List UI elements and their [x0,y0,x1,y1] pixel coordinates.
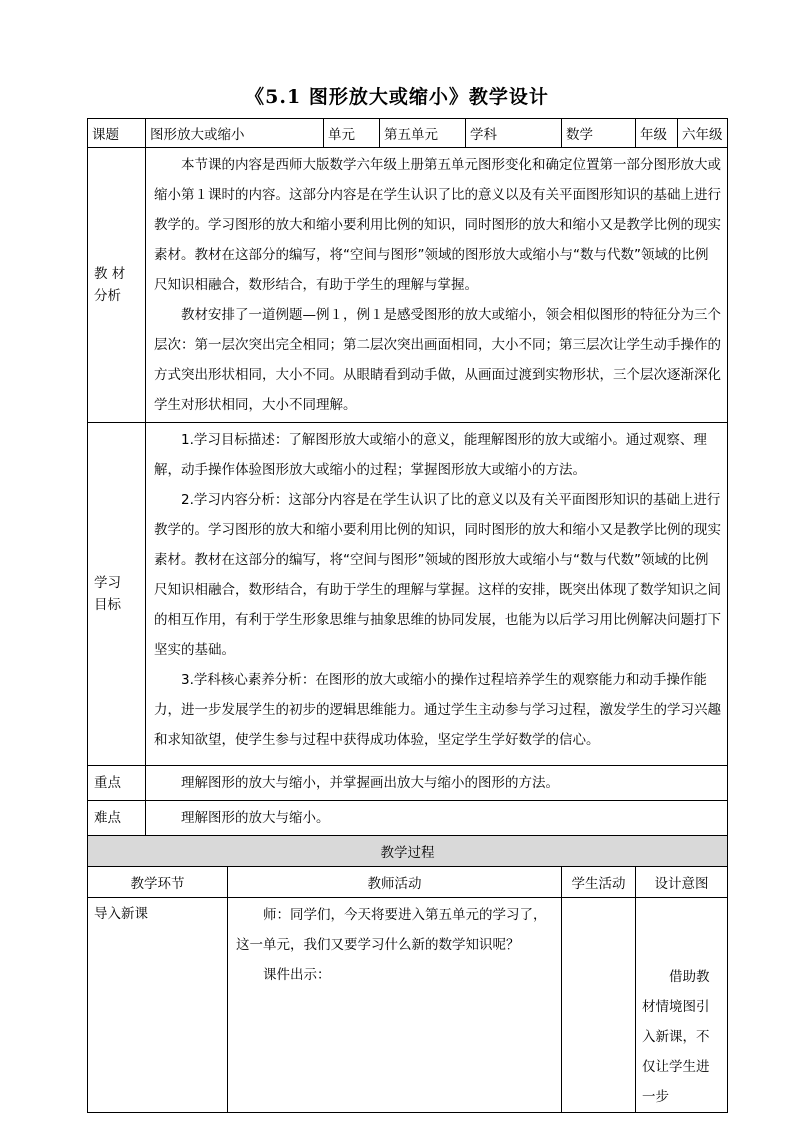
topic-value: 图形放大或缩小 [146,119,324,148]
process-title-row [88,836,728,867]
subject-value: 数学 [562,119,636,148]
teacher-activity-line-1: 师：同学们，今天将要进入第五单元的学习了，这一单元，我们又要学习什么新的数学知识呢？ [236,907,547,953]
stage-name: 导入新课 [88,898,228,1113]
student-activity [562,898,636,1113]
unit-value: 第五单元 [380,119,466,148]
process-row-intro [88,898,728,1113]
learning-goals-content [146,423,728,766]
material-analysis-paragraph-2: 教材安排了一道例题—例１，例１是感受图形的放大或缩小，领会相似图形的特征分为三个层次：第一层次突出完全相同；第二层次突出画面相同，大小不同；第三层次让学生动手操作的方式突出形状相同，大小不同。从眼睛看到动手做，从画面过渡到实物形状，三个层次逐渐深化学生对形状相同，大小不同理解。 [154,307,721,413]
learning-goals-row [88,423,728,766]
difficulty-row [88,801,728,836]
key-point-row [88,766,728,801]
learning-goals-paragraph-3: 3.学科核心素养分析：在图形的放大或缩小的操作过程培养学生的观察能力和动手操作能力，进一步发展学生的初步的逻辑思维能力。通过学生主动参与学习过程，激发学生的学习兴趣和求知欲望，使学生参与过程中获得成功体验，坚定学生学好数学的信心。 [154,672,721,748]
column-header-teacher: 教师活动 [228,867,562,898]
difficulty-text: 理解图形的放大与缩小。 [181,810,330,826]
material-analysis-content [146,148,728,423]
learning-goals-label [88,423,146,766]
topic-label: 课题 [88,119,146,148]
column-header-stage: 教学环节 [88,867,228,898]
teacher-activity [228,898,562,1113]
column-header-student: 学生活动 [562,867,636,898]
grade-label: 年级 [636,119,678,148]
lesson-plan-table [87,118,728,1113]
material-analysis-label-line2: 分析 [94,288,121,304]
learning-goals-paragraph-1: 1.学习目标描述：了解图形放大或缩小的意义，能理解图形的放大或缩小。通过观察、理解，动手操作体验图形放大或缩小的过程；掌握图形放大或缩小的方法。 [154,432,707,478]
subject-label: 学科 [466,119,562,148]
unit-label: 单元 [324,119,380,148]
material-analysis-label [88,148,146,423]
teacher-activity-line-2: 课件出示： [263,967,331,983]
key-point-label: 重点 [88,766,146,801]
material-analysis-paragraph-1: 本节课的内容是西师大版数学六年级上册第五单元图形变化和确定位置第一部分图形放大或缩小第１课时的内容。这部分内容是在学生认识了比的意义以及有关平面图形知识的基础上进行教学的。学习图形的放大和缩小要利用比例的知识，同时图形的放大和缩小又是教学比例的现实素材。教材在这部分的编写，将“空间与图形”领域的图形放大或缩小与“数与代数”领域的比例尺知识相融合，数形结合，有助于学生的理解与掌握。 [154,157,721,293]
learning-goals-label-line1: 学习 [94,575,121,591]
design-intent-text: 借助教材情境图引入新课，不仅让学生进一步 [642,969,710,1105]
header-row [88,119,728,148]
grade-value: 六年级 [678,119,728,148]
key-point-content [146,766,728,801]
learning-goals-paragraph-2: 2.学习内容分析：这部分内容是在学生认识了比的意义以及有关平面图形知识的基础上进行教学的。学习图形的放大和缩小要利用比例的知识，同时图形的放大和缩小又是教学比例的现实素材。教材在这部分的编写，将“空间与图形”领域的图形放大或缩小与“数与代数”领域的比例尺知识相融合，数形结合，有助于学生的理解与掌握。这样的安排，既突出体现了数学知识之间的相互作用，有利于学生形象思维与抽象思维的协同发展，也能为以后学习用比例解决问题打下坚实的基础。 [154,492,721,658]
material-analysis-row [88,148,728,423]
material-analysis-label-line1: 教 材 [94,266,126,282]
column-header-intent: 设计意图 [636,867,728,898]
document-title: 《5.1 图形放大或缩小》教学设计 [245,86,549,108]
difficulty-content [146,801,728,836]
difficulty-label: 难点 [88,801,146,836]
key-point-text: 理解图形的放大与缩小，并掌握画出放大与缩小的图形的方法。 [181,775,559,791]
design-intent [636,898,728,1113]
learning-goals-label-line2: 目标 [94,597,121,613]
process-header-row [88,867,728,898]
process-title: 教学过程 [88,836,728,867]
